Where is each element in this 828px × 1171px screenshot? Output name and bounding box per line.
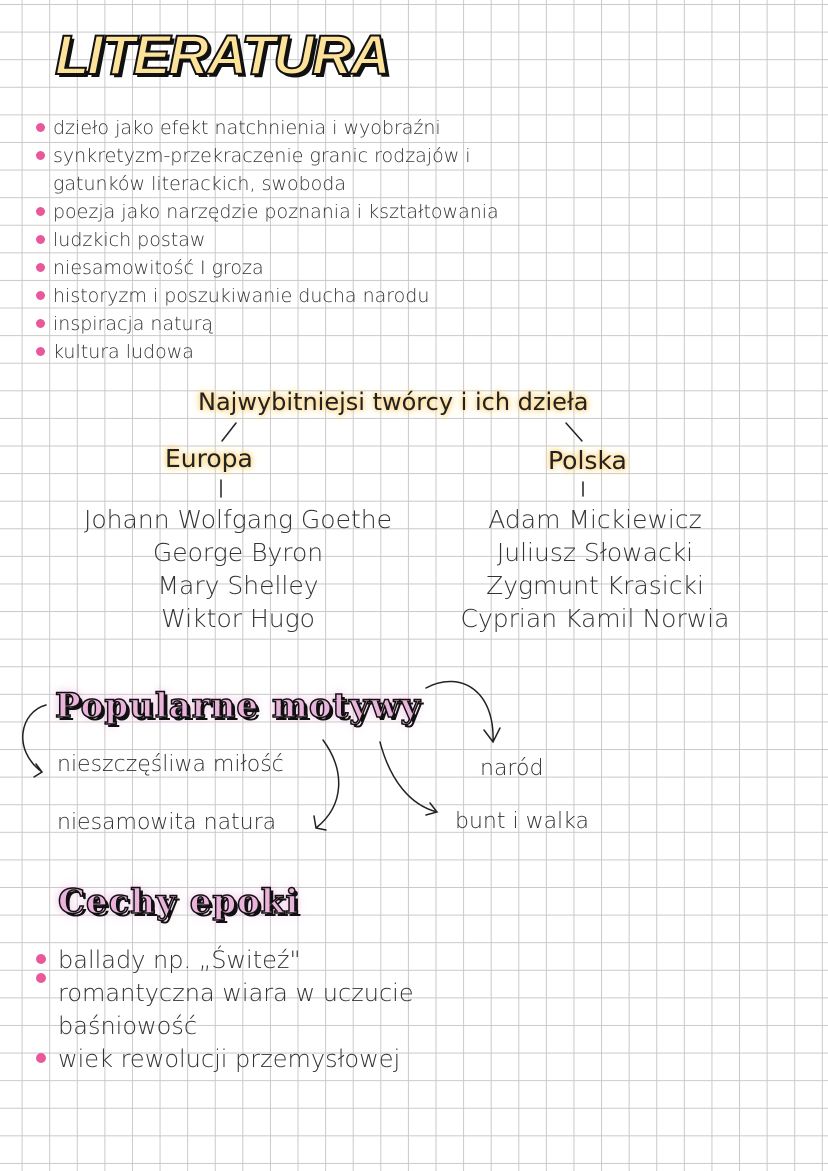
europe-authors [58,503,418,635]
list-item-text: dzieło jako efekt natchnienia i wyobraźni [53,117,441,139]
list-item [28,944,414,977]
author-name: Adam Mickiewicz [488,505,702,534]
list-item-text: ballady np. „Świteź" [58,946,301,974]
features-heading: Cechy epoki [58,882,300,922]
list-item-text: synkretyzm-przekraczenie granic rodzajów i [53,145,471,167]
author-name: Mary Shelley [157,571,319,600]
list-item-text: wiek rewolucji przemysłowej [58,1045,401,1073]
bullet-icon [36,1053,46,1063]
page-title: LITERATURA [55,23,389,86]
list-item-text: ludzkich postaw [53,229,206,251]
poland-authors [435,503,755,635]
list-item-text: inspiracja naturą [53,313,214,335]
poland-label: Polska [548,446,627,475]
list-item [28,1043,414,1076]
author-name: Juliusz Słowacki [496,538,694,567]
arrow-icon [426,682,500,742]
bullet-icon [36,954,46,964]
features-list [28,944,414,1076]
motif-item: bunt i walka [455,809,589,834]
author-name: George Byron [152,538,324,567]
list-item-text: poezja jako narzędzie poznania i kształtowania [53,201,499,223]
list-item-text: gatunków literackich, swoboda [53,173,347,195]
motif-item: niesamowita natura [57,810,277,835]
motifs-heading: Popularne motywy [55,686,422,726]
list-item-text: baśniowość [58,1012,198,1040]
author-name: Johann Wolfgang Goethe [84,505,392,534]
author-name: Zygmunt Krasicki [486,571,704,600]
arrow-icon [23,705,46,777]
author-name: Cyprian Kamil Norwia [460,604,730,633]
list-item-text: historyzm i poszukiwanie ducha narodu [53,285,430,307]
list-item [28,1010,414,1043]
arrow-icon [314,740,339,830]
authors-heading: Najwybitniejsi twórcy i ich dzieła [198,388,589,416]
list-item-text: romantyczna wiara w uczucie [58,979,414,1007]
bullet-icon [36,973,46,983]
motif-item: naród [480,756,544,781]
author-name: Wiktor Hugo [161,604,315,633]
connector-line [222,423,236,441]
europe-label: Europa [165,444,253,473]
arrow-icon [380,742,437,815]
connector-line [566,423,582,441]
list-item [28,977,414,1010]
motif-item: nieszczęśliwa miłość [57,752,284,777]
list-item-text: kultura ludowa [53,341,194,363]
list-item-text: niesamowitość I groza [53,257,264,279]
